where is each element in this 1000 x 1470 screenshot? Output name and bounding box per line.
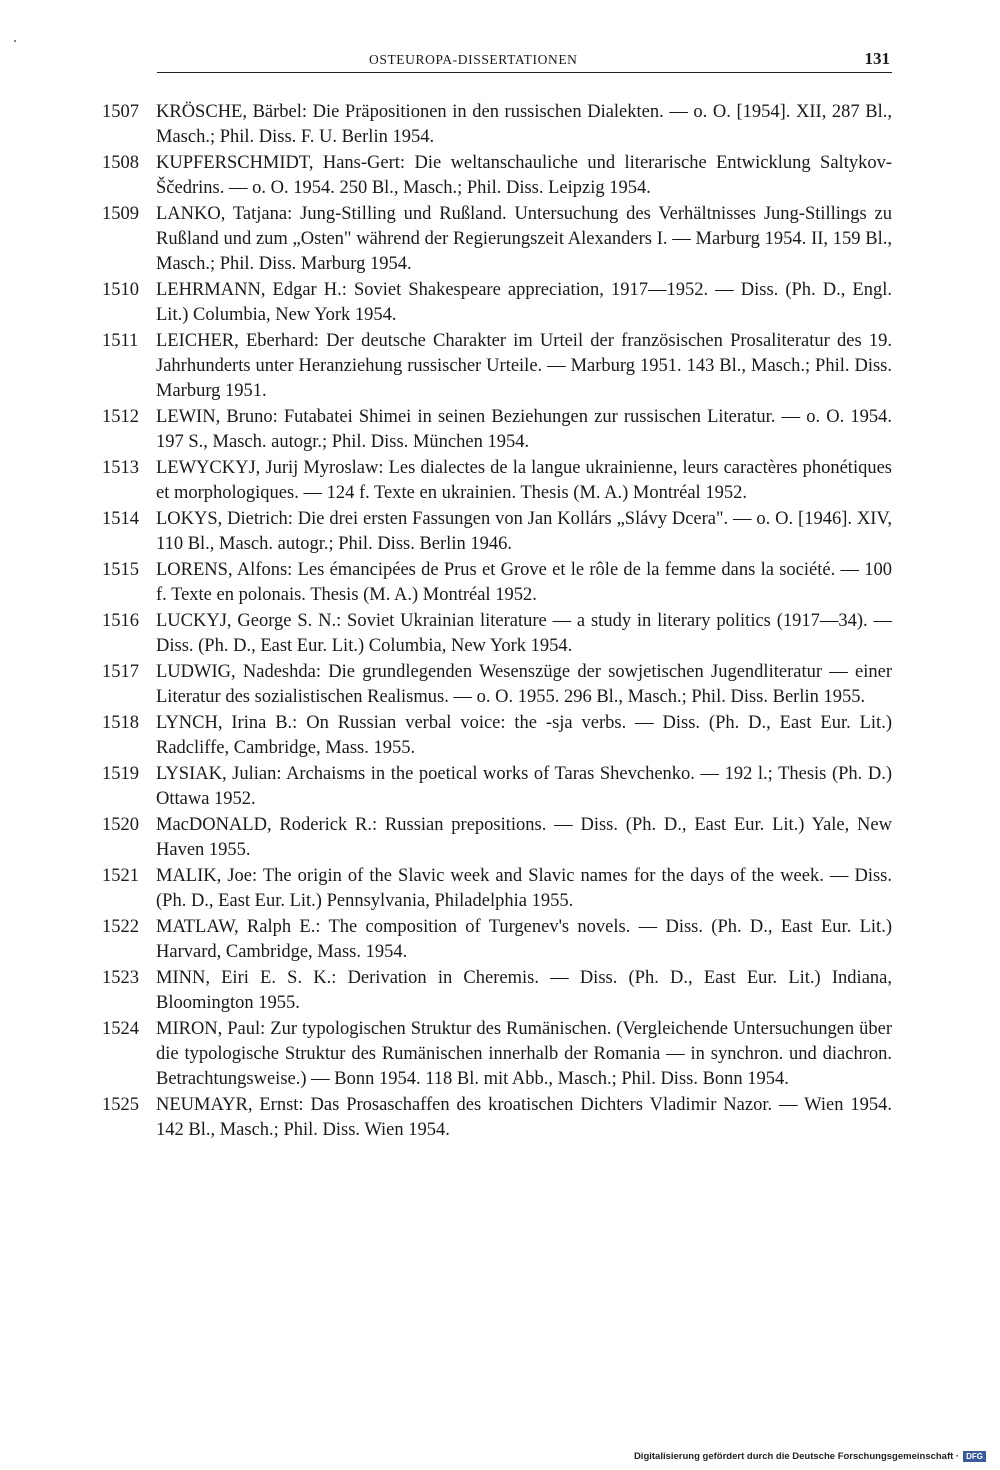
entry-number: 1519 bbox=[102, 764, 139, 784]
bibliography-entry bbox=[102, 329, 892, 404]
bibliography-entry bbox=[102, 1017, 892, 1092]
entry-text: MINN, Eiri E. S. K.: Derivation in Cheremis. — Diss. (Ph. D., East Eur. Lit.) Indiana, Bloomington 1955. bbox=[156, 968, 892, 1013]
entry-number: 1520 bbox=[102, 815, 139, 835]
entry-number: 1517 bbox=[102, 662, 139, 682]
bibliography-entry bbox=[102, 660, 892, 710]
entry-text: LEICHER, Eberhard: Der deutsche Charakter im Urteil der französischen Prosaliteratur des 19. Jahrhunderts unter Heranziehung russischer Urteile. — Marburg 1951. 143 Bl., Masch.; Phil. Diss. Marburg 1951. bbox=[156, 331, 892, 401]
bibliography-entry bbox=[102, 915, 892, 965]
entry-number: 1507 bbox=[102, 102, 139, 122]
entry-text: MATLAW, Ralph E.: The composition of Turgenev's novels. — Diss. (Ph. D., East Eur. Lit.) Harvard, Cambridge, Mass. 1954. bbox=[156, 917, 892, 962]
entry-text: MALIK, Joe: The origin of the Slavic week and Slavic names for the days of the week. — Diss. (Ph. D., East Eur. Lit.) Pennsylvania, Philadelphia 1955. bbox=[156, 866, 892, 911]
bibliography-entry bbox=[102, 711, 892, 761]
bibliography-entry bbox=[102, 456, 892, 506]
footer-text: Digitalisierung gefördert durch die Deutsche Forschungsgemeinschaft · bbox=[633, 1451, 960, 1462]
bibliography-entry bbox=[102, 813, 892, 863]
bibliography-entry bbox=[102, 558, 892, 608]
entry-text: LEHRMANN, Edgar H.: Soviet Shakespeare appreciation, 1917—1952. — Diss. (Ph. D., Engl. Lit.) Columbia, New York 1954. bbox=[156, 280, 892, 325]
dfg-logo-icon: DFG bbox=[963, 1451, 986, 1462]
bibliography-entry bbox=[102, 864, 892, 914]
entry-number: 1516 bbox=[102, 611, 139, 631]
entry-text: LEWIN, Bruno: Futabatei Shimei in seinen Beziehungen zur russischen Literatur. — o. O. 1954. 197 S., Masch. autogr.; Phil. Diss. München 1954. bbox=[156, 407, 892, 452]
bibliography-entry bbox=[102, 966, 892, 1016]
entry-text: NEUMAYR, Ernst: Das Prosaschaffen des kroatischen Dichters Vladimir Nazor. — Wien 1954. 142 Bl., Masch.; Phil. Diss. Wien 1954. bbox=[156, 1095, 892, 1140]
scan-speck bbox=[14, 40, 16, 42]
entry-number: 1511 bbox=[102, 331, 139, 351]
entry-number: 1521 bbox=[102, 866, 139, 886]
entry-number: 1525 bbox=[102, 1095, 139, 1115]
entry-text: LOKYS, Dietrich: Die drei ersten Fassungen von Jan Kollárs „Slávy Dcera". — o. O. [1946]. XIV, 110 Bl., Masch. autogr.; Phil. Diss. Berlin 1946. bbox=[156, 509, 892, 554]
bibliography-entry bbox=[102, 1093, 892, 1143]
entry-number: 1522 bbox=[102, 917, 139, 937]
entry-text: MacDONALD, Roderick R.: Russian prepositions. — Diss. (Ph. D., East Eur. Lit.) Yale, New Haven 1955. bbox=[156, 815, 892, 860]
entry-number: 1515 bbox=[102, 560, 139, 580]
running-title: OSTEUROPA-DISSERTATIONEN bbox=[369, 52, 578, 67]
bibliography-entry bbox=[102, 100, 892, 150]
entry-number: 1510 bbox=[102, 280, 139, 300]
page-header bbox=[157, 50, 892, 73]
entry-number: 1524 bbox=[102, 1019, 139, 1039]
entry-list bbox=[102, 100, 892, 1144]
entry-number: 1518 bbox=[102, 713, 139, 733]
bibliography-entry bbox=[102, 151, 892, 201]
entry-text: LUCKYJ, George S. N.: Soviet Ukrainian literature — a study in literary politics (1917—34). — Diss. (Ph. D., East Eur. Lit.) Columbia, New York 1954. bbox=[156, 611, 892, 656]
entry-number: 1509 bbox=[102, 204, 139, 224]
bibliography-entry bbox=[102, 405, 892, 455]
entry-text: LANKO, Tatjana: Jung-Stilling und Rußland. Untersuchung des Verhältnisses Jung-Stillings zu Rußland und zum „Osten" während der Regierungszeit Alexanders I. — Marburg 1954. II, 159 Bl., Masch.; Phil. Diss. Marburg 1954. bbox=[156, 204, 892, 274]
bibliography-entry bbox=[102, 202, 892, 277]
entry-text: LYNCH, Irina B.: On Russian verbal voice: the -sja verbs. — Diss. (Ph. D., East Eur. Lit.) Radcliffe, Cambridge, Mass. 1955. bbox=[156, 713, 892, 758]
entry-number: 1514 bbox=[102, 509, 139, 529]
entry-number: 1508 bbox=[102, 153, 139, 173]
bibliography-entry bbox=[102, 609, 892, 659]
bibliography-entry bbox=[102, 278, 892, 328]
entry-text: KUPFERSCHMIDT, Hans-Gert: Die weltanschauliche und literarische Entwicklung Saltykov-Ščedrins. — o. O. 1954. 250 Bl., Masch.; Phil. Diss. Leipzig 1954. bbox=[156, 153, 892, 198]
entry-text: MIRON, Paul: Zur typologischen Struktur des Rumänischen. (Vergleichende Untersuchungen über die typologische Struktur des Rumänischen innerhalb der Romania — in synchron. und diachron. Betrachtungsweise.) — Bonn 1954. 118 Bl. mit Abb., Masch.; Phil. Diss. Bonn 1954. bbox=[156, 1019, 892, 1089]
entry-text: LORENS, Alfons: Les émancipées de Prus et Grove et le rôle de la femme dans la société. — 100 f. Texte en polonais. Thesis (M. A.) Montréal 1952. bbox=[156, 560, 892, 605]
entry-number: 1523 bbox=[102, 968, 139, 988]
entry-text: KRÖSCHE, Bärbel: Die Präpositionen in den russischen Dialekten. — o. O. [1954]. XII, 287 Bl., Masch.; Phil. Diss. F. U. Berlin 1954. bbox=[156, 102, 892, 147]
entry-text: LYSIAK, Julian: Archaisms in the poetical works of Taras Shevchenko. — 192 l.; Thesis (Ph. D.) Ottawa 1952. bbox=[156, 764, 892, 809]
entry-text: LEWYCKYJ, Jurij Myroslaw: Les dialectes de la langue ukrainienne, leurs caractères phonétiques et morphologiques. — 124 f. Texte en ukrainien. Thesis (M. A.) Montréal 1952. bbox=[156, 458, 892, 503]
entry-number: 1513 bbox=[102, 458, 139, 478]
bibliography-entry bbox=[102, 507, 892, 557]
page-number: 131 bbox=[864, 49, 890, 68]
entry-number: 1512 bbox=[102, 407, 139, 427]
entry-text: LUDWIG, Nadeshda: Die grundlegenden Wesenszüge der sowjetischen Jugendliteratur — einer Literatur des sozialistischen Realismus. — o. O. 1955. 296 Bl., Masch.; Phil. Diss. Berlin 1955. bbox=[156, 662, 892, 707]
bibliography-entry bbox=[102, 762, 892, 812]
footer-credit bbox=[634, 1451, 986, 1462]
